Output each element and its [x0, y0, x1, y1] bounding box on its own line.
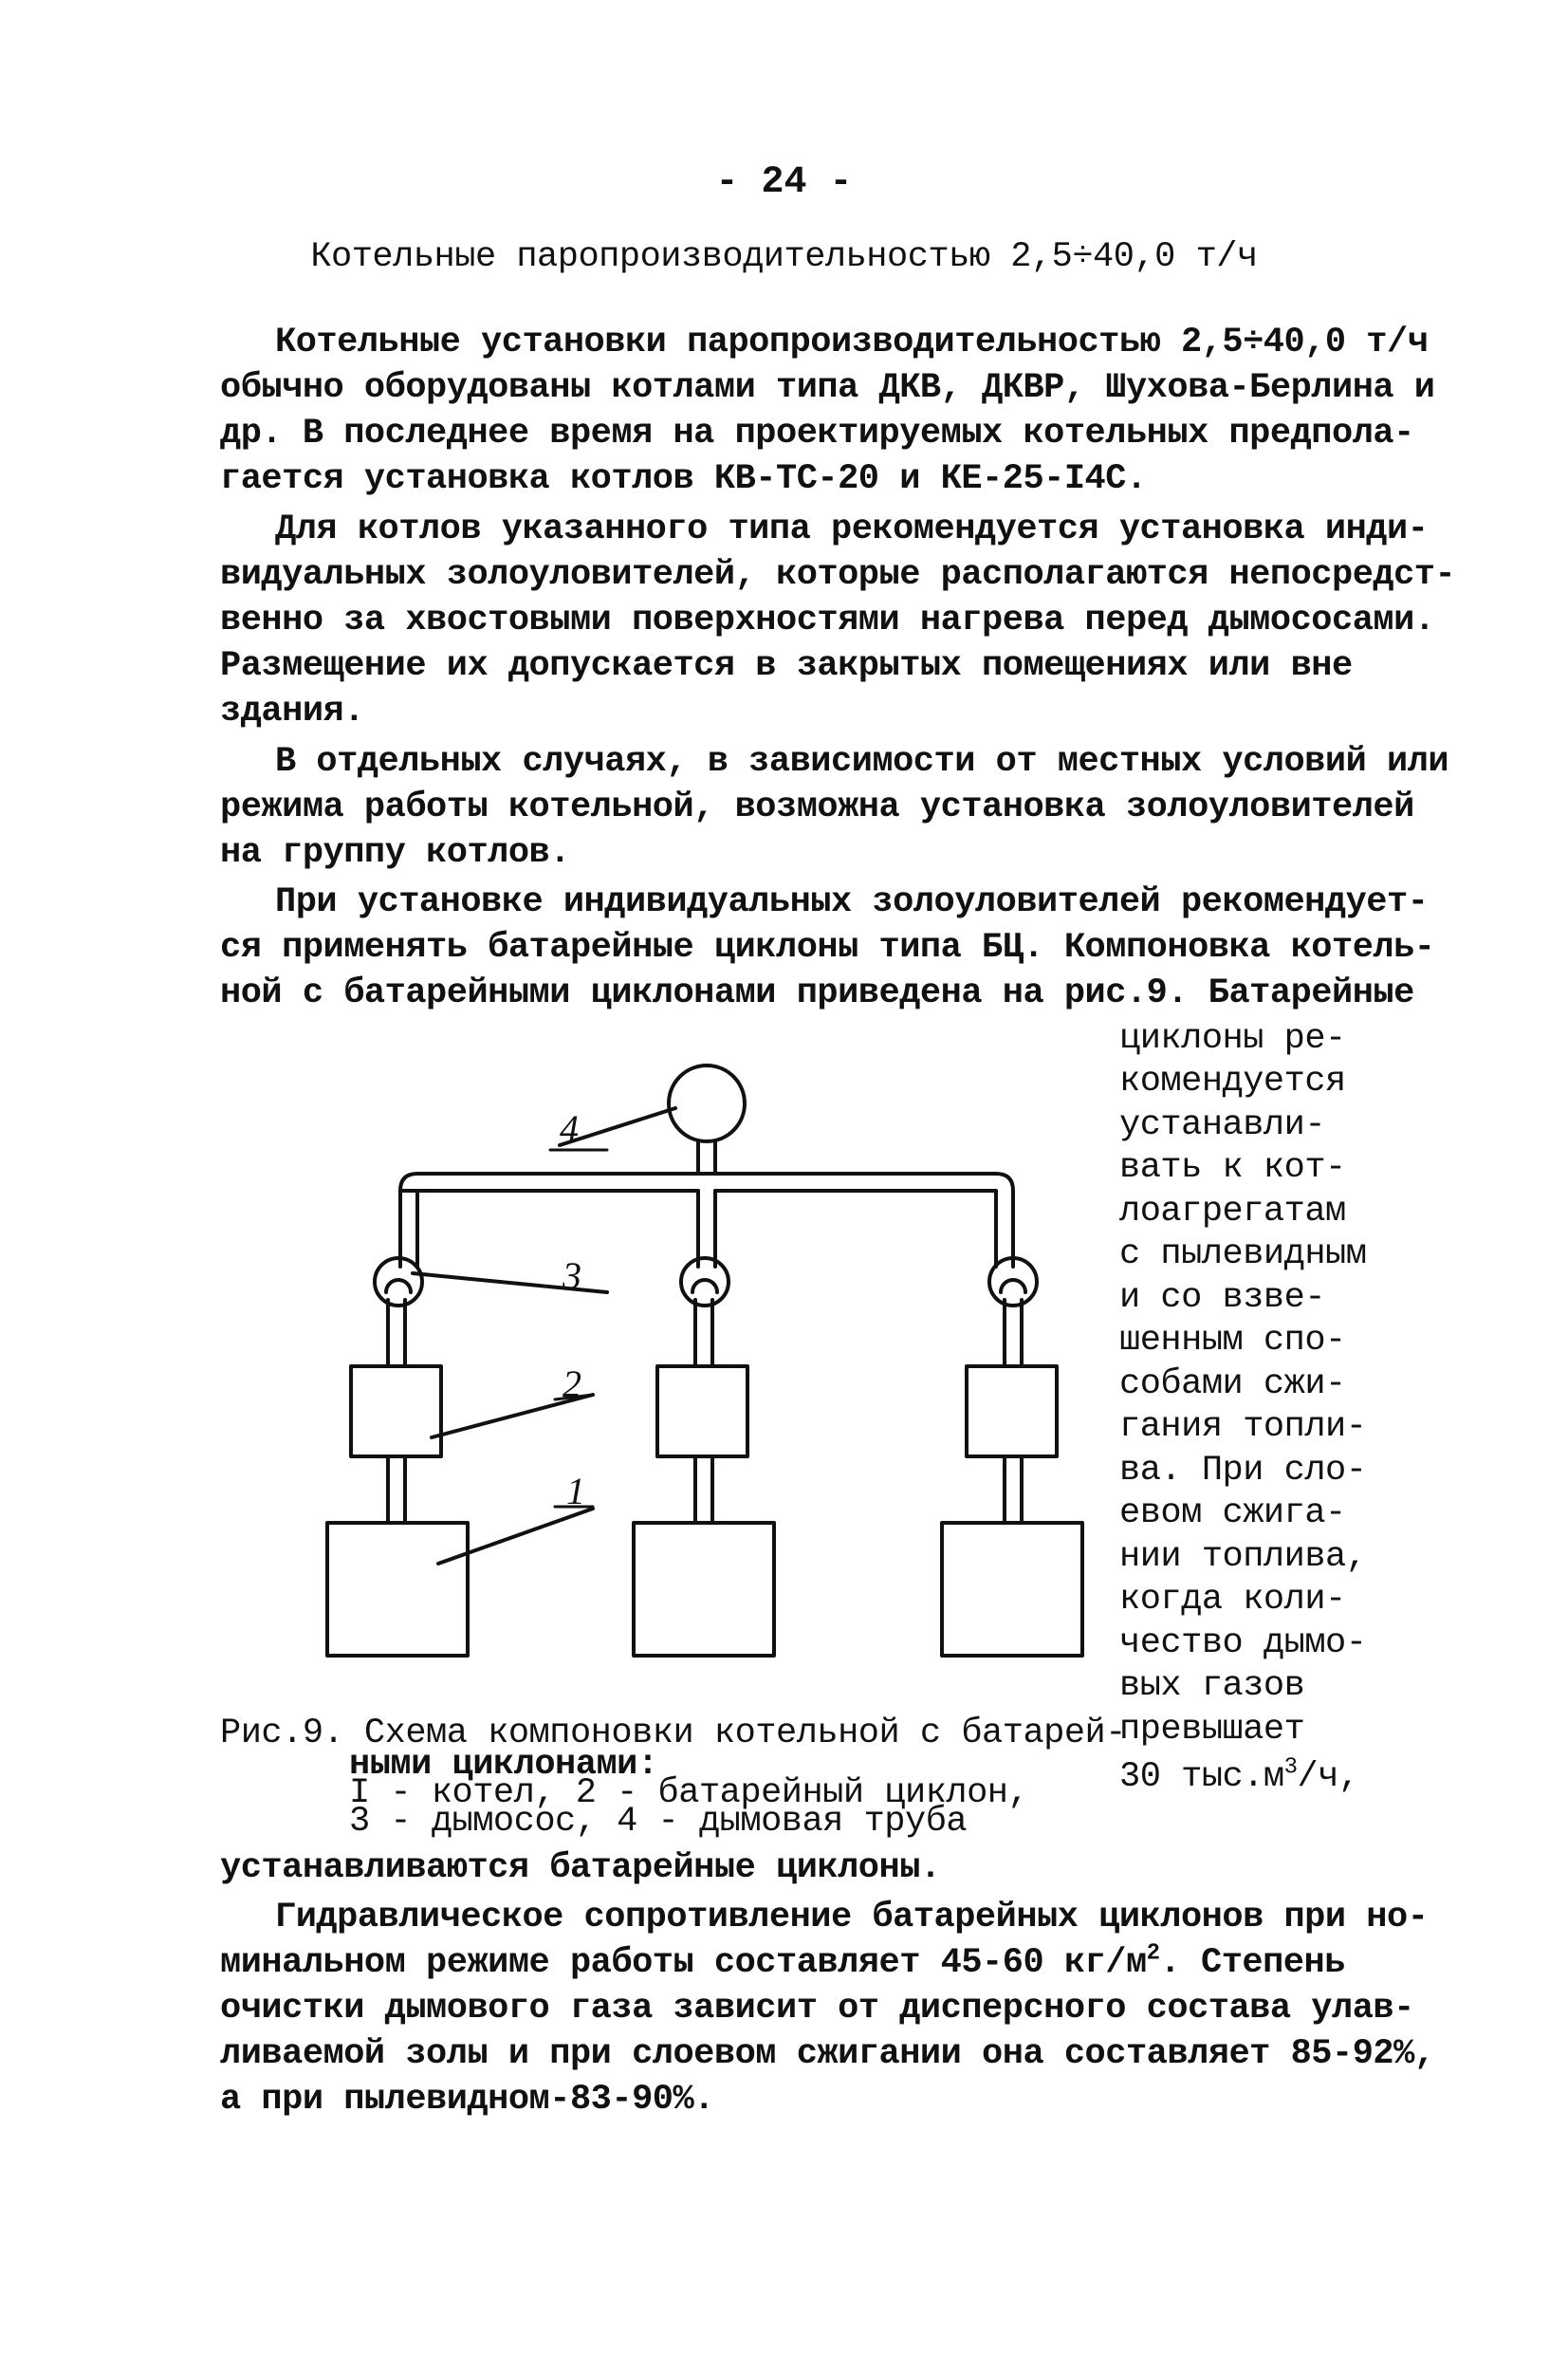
side-line-suffix: /ч, [1297, 1757, 1359, 1797]
paragraph-line: др. В последнее время на проектируемых котельных предпола- [220, 414, 1414, 454]
side-line: циклоны ре- [1119, 1019, 1346, 1059]
label-2: 2 [563, 1362, 581, 1405]
superscript: 3 [1283, 1754, 1298, 1781]
paragraph-line: Гидравлическое сопротивление батарейных циклонов при но- [275, 1898, 1429, 1937]
paragraph-line: устанавливаются батарейные циклоны. [220, 1848, 941, 1888]
paragraph-line: режима работы котельной, возможна установка золоуловителей [220, 787, 1414, 827]
side-line: лоагрегатам [1119, 1192, 1346, 1232]
side-line: нии топлива, [1119, 1537, 1367, 1577]
side-line: устанавли- [1119, 1105, 1326, 1145]
cyclone-left [351, 1366, 441, 1456]
figure-caption-line: I - котел, 2 - батарейный циклон, [349, 1773, 1029, 1813]
paragraph-line: очистки дымового газа зависит от дисперсного состава улав- [220, 1989, 1414, 2029]
chimney-circle [669, 1065, 745, 1141]
paragraph-line: Размещение их допускается в закрытых помещениях или вне [220, 646, 1353, 686]
section-title: Котельные паропроизводительностью 2,5÷40,0 т/ч [310, 237, 1258, 277]
paragraph-line: ся применять батарейные циклоны типа БЦ. Компоновка котель- [220, 928, 1435, 968]
figure-caption-line: 3 - дымосос, 4 - дымовая труба [349, 1802, 968, 1842]
figure-caption-line: ными циклонами: [349, 1745, 658, 1785]
side-line: гания топли- [1119, 1407, 1367, 1447]
side-line: комендуется [1119, 1062, 1346, 1102]
paragraph-segment: . Степень [1159, 1943, 1345, 1983]
paragraph-line: ной с батарейными циклонами приведена на рис.9. Батарейные [220, 973, 1414, 1013]
paragraph-segment: минальном режиме работы составляет 45-60 кг/м [220, 1943, 1147, 1983]
side-line: чество дымо- [1119, 1623, 1367, 1663]
side-line: шенным спо- [1119, 1321, 1346, 1361]
side-line: и со взве- [1119, 1278, 1326, 1318]
leader-1 [438, 1509, 593, 1564]
side-line-prefix: 30 тыс.м [1119, 1757, 1284, 1797]
paragraph-line: гается установка котлов КВ-ТС-20 и КЕ-25-I4С. [220, 459, 1147, 499]
paragraph-line: видуальных золоуловителей, которые располагаются непосредст- [220, 555, 1456, 595]
side-line: превышает [1119, 1710, 1305, 1750]
side-line: с пылевидным [1119, 1234, 1367, 1274]
side-line: вых газов [1119, 1666, 1305, 1706]
side-line: когда коли- [1119, 1580, 1346, 1620]
paragraph-line: ливаемой золы и при слоевом сжигании она составляет 85-92%, [220, 2034, 1435, 2074]
paragraph-line [220, 1941, 1345, 1985]
boiler-middle [634, 1523, 774, 1656]
label-3: 3 [563, 1254, 581, 1297]
side-line: ва. При сло- [1119, 1451, 1367, 1491]
boiler-left [327, 1523, 468, 1656]
paragraph-line: на группу котлов. [220, 833, 570, 873]
superscript: 2 [1146, 1940, 1160, 1967]
figure-caption-line: Рис.9. Схема компоновки котельной с батарей- [220, 1714, 1126, 1753]
paragraph-line: При установке индивидуальных золоуловителей рекомендует- [275, 882, 1429, 922]
page-number: - 24 - [715, 161, 853, 204]
paragraph-line: здания. [220, 692, 364, 732]
label-1: 1 [566, 1470, 585, 1512]
label-4: 4 [560, 1107, 579, 1150]
paragraph-line: В отдельных случаях, в зависимости от местных условий или [275, 742, 1449, 782]
side-line: собами сжи- [1119, 1364, 1346, 1404]
cyclone-right [967, 1366, 1057, 1456]
paragraph-line: обычно оборудованы котлами типа ДКВ, ДКВР, Шухова-Берлина и [220, 368, 1435, 408]
side-line: вать к кот- [1119, 1148, 1346, 1188]
paragraph-line: Для котлов указанного типа рекомендуется установка инди- [275, 510, 1429, 549]
boiler-right [942, 1523, 1082, 1656]
cyclone-middle [657, 1366, 747, 1456]
side-line: евом сжига- [1119, 1493, 1346, 1533]
paragraph-line: венно за хвостовыми поверхностями нагрева перед дымососами. [220, 601, 1435, 640]
paragraph-line: Котельные установки паропроизводительностью 2,5÷40,0 т/ч [275, 323, 1429, 362]
paragraph-line: а при пылевидном-83-90%. [220, 2080, 714, 2120]
